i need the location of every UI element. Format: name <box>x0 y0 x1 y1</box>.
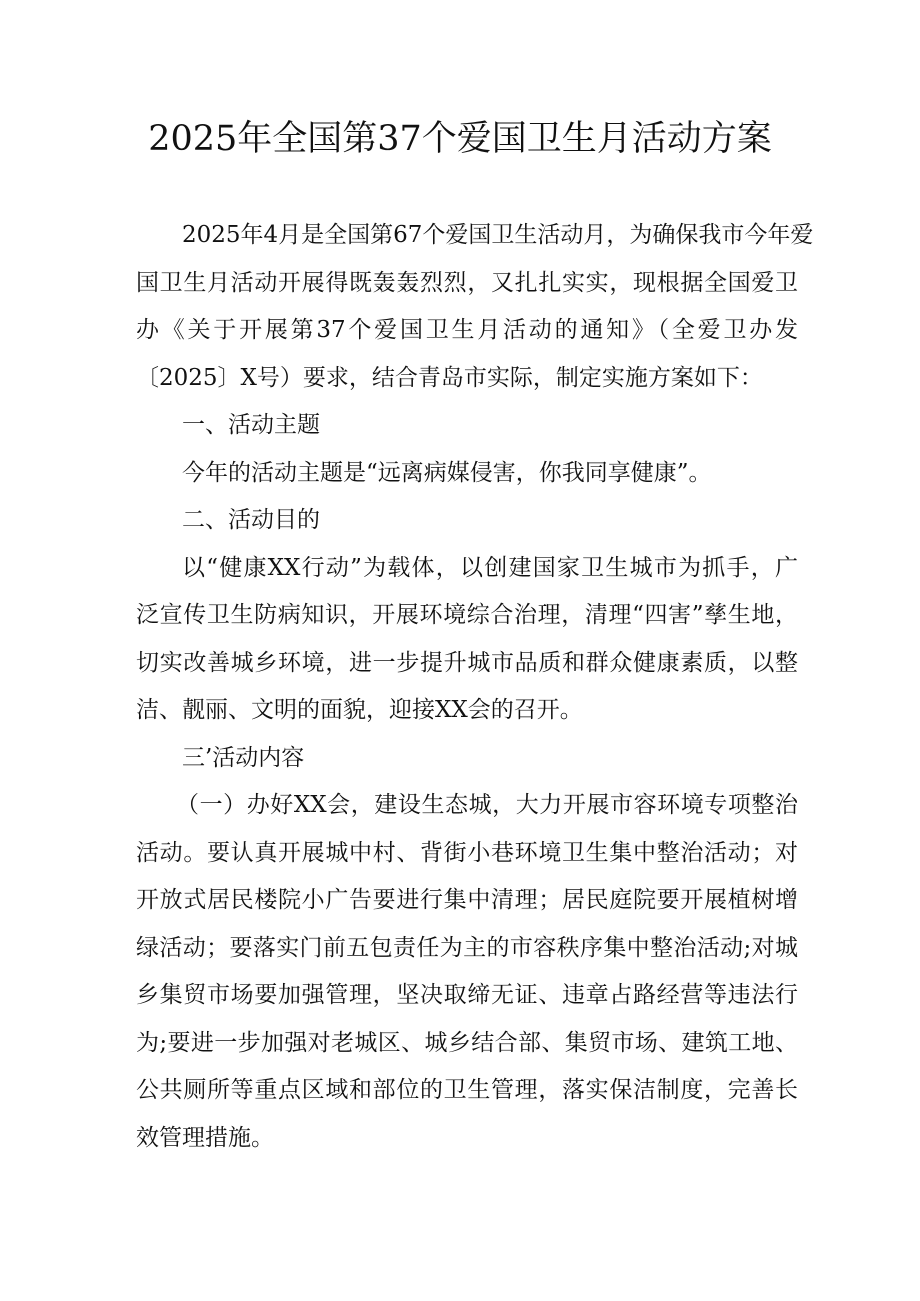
paragraph-content-line-6: 为;要进一步加强对老城区、城乡结合部、集贸市场、建筑工地、 <box>136 1029 798 1056</box>
paragraph-content-line-2: 活动。要认真开展城中村、背街小巷环境卫生集中整治活动；对 <box>136 839 798 866</box>
paragraph-purpose-line-2: 泛宣传卫生防病知识，开展环境综合治理，清理“四害”孳生地， <box>136 602 798 628</box>
document-title: 2025年全国第37个爱国卫生月活动方案 <box>148 119 772 159</box>
paragraph-purpose-line-3: 切实改善城乡环境，进一步提升城市品质和群众健康素质，以整 <box>136 649 798 676</box>
section-heading-purpose: 二、活动目的 <box>182 507 320 533</box>
paragraph-content-line-7: 公共厕所等重点区域和部位的卫生管理，落实保洁制度，完善长 <box>136 1077 798 1103</box>
document-body <box>136 212 814 1162</box>
paragraph-content-line-1: （一）办好XX会，建设生态城，大力开展市容环境专项整治 <box>176 792 798 818</box>
paragraph-purpose-line-4: 洁、靓丽、文明的面貌，迎接XX会的召开。 <box>136 697 583 723</box>
paragraph-intro-line-3: 办《关于开展第37个爱国卫生月活动的通知》（全爱卫办发 <box>136 317 798 343</box>
section-heading-theme: 一、活动主题 <box>182 412 320 438</box>
paragraph-content-line-3: 开放式居民楼院小广告要进行集中清理；居民庭院要开展植树增 <box>136 887 798 913</box>
paragraph-content-line-5: 乡集贸市场要加强管理，坚决取缔无证、违章占路经营等违法行 <box>136 982 798 1008</box>
paragraph-intro-line-2: 国卫生月活动开展得既轰轰烈烈，又扎扎实实，现根据全国爱卫 <box>136 269 798 296</box>
paragraph-intro-line-4: 〔2025〕X号）要求，结合青岛市实际，制定实施方案如下： <box>136 364 763 391</box>
paragraph-content-line-8: 效管理措施。 <box>136 1124 274 1151</box>
section-heading-content: 三’活动内容 <box>182 744 305 771</box>
paragraph-purpose-line-1: 以“健康XX行动”为载体，以创建国家卫生城市为抓手，广 <box>182 554 798 581</box>
paragraph-theme-line-1: 今年的活动主题是“远离病媒侵害，你我同享健康”。 <box>182 459 712 486</box>
paragraph-intro-line-1: 2025年4月是全国第67个爱国卫生活动月，为确保我市今年爱 <box>182 222 814 248</box>
paragraph-content-line-4: 绿活动；要落实门前五包责任为主的市容秩序集中整治活动;对城 <box>136 934 798 961</box>
